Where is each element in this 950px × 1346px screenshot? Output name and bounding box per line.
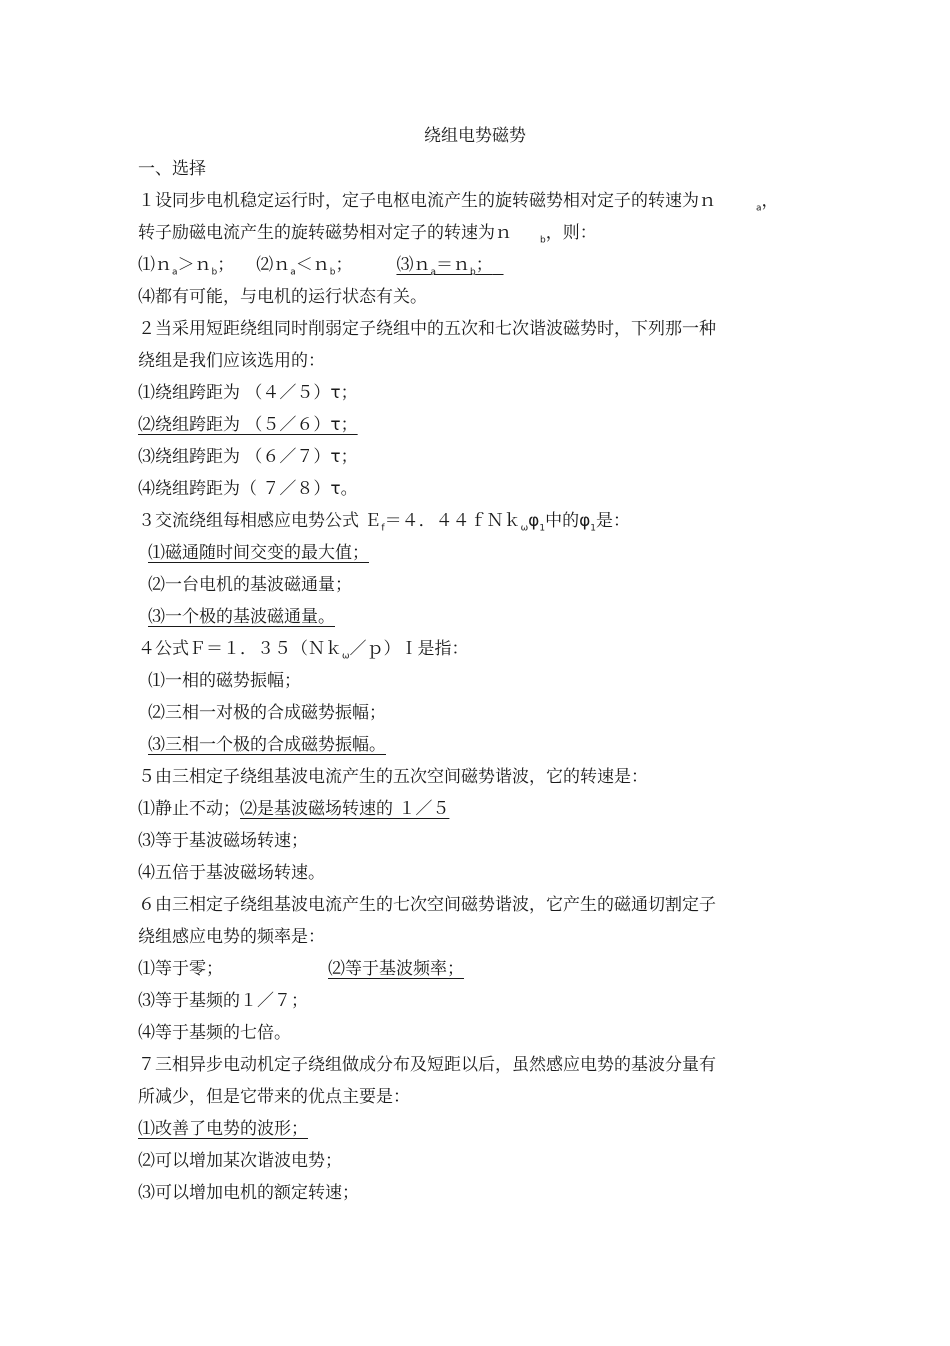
q2-option-1: ⑴绕组跨距为 （４／５）τ； <box>138 383 358 403</box>
q1-comma: ， <box>761 191 779 211</box>
document-title: 绕组电势磁势 <box>424 126 526 146</box>
q6-option-2-answer: ⑵等于基波频率； <box>328 959 464 979</box>
q2-line2: 绕组是我们应该选用的： <box>138 351 325 371</box>
q7-option-2: ⑵可以增加某次谐波电势； <box>138 1151 342 1171</box>
q1-option-1: ⑴ｎ$_a$＞ｎ$_b$； <box>138 255 235 278</box>
q1-options-row <box>138 253 504 277</box>
q4-option-2: ⑵三相一对极的合成磁势振幅； <box>148 703 386 723</box>
q1-line2 <box>138 221 597 245</box>
q5-options-row <box>138 797 449 821</box>
q7-option-1-answer: ⑴改善了电势的波形； <box>138 1119 308 1139</box>
q1-sub-a: a <box>756 203 762 214</box>
q5-line1: ５由三相定子绕组基波电流产生的五次空间磁势谐波，它的转速是： <box>138 767 648 787</box>
q2-option-3: ⑶绕组跨距为 （６／７）τ； <box>138 447 358 467</box>
q6-option-1: ⑴等于零； <box>138 959 223 979</box>
q5-option-1: ⑴静止不动； <box>138 799 240 819</box>
q1-sub-b: b <box>540 235 546 246</box>
section-heading: 一、选择 <box>138 159 206 179</box>
q1-option-3-answer: ⑶ｎ$_a$＝ｎ$_b$； <box>396 255 493 278</box>
q1-line1 <box>138 189 779 213</box>
q5-option-3: ⑶等于基波磁场转速； <box>138 831 308 851</box>
q6-line1: ６由三相定子绕组基波电流产生的七次空间磁势谐波，它产生的磁通切割定子 <box>138 895 716 915</box>
q4-line1: ４公式Ｆ＝１．３５（Ｎｋ$_\omega$／ｐ）Ｉ是指： <box>138 639 469 662</box>
q2-option-2-answer: ⑵绕组跨距为 （５／６）τ； <box>138 415 358 435</box>
q6-option-4: ⑷等于基频的七倍。 <box>138 1023 291 1043</box>
q7-line1: ７三相异步电动机定子绕组做成分布及短距以后，虽然感应电势的基波分量有 <box>138 1055 716 1075</box>
q1-option-4: ⑷都有可能，与电机的运行状态有关。 <box>138 287 427 307</box>
q6-option-3: ⑶等于基频的１／７； <box>138 991 308 1011</box>
q4-option-3-answer: ⑶三相一个极的合成磁势振幅。 <box>148 735 386 755</box>
q2-option-4: ⑷绕组跨距为（ ７／８）τ。 <box>138 479 358 499</box>
q3-option-1-answer: ⑴磁通随时间交变的最大值； <box>148 543 369 563</box>
q6-line2: 绕组感应电势的频率是： <box>138 927 325 947</box>
q5-option-4: ⑷五倍于基波磁场转速。 <box>138 863 325 883</box>
q3-line1: ３交流绕组每相感应电势公式 Ｅ$_f$＝４．$44fNk_\omega\varphi_1$中的$\varphi_1$是： <box>138 511 631 534</box>
q1-option-2: ⑵ｎ$_a$＜ｎ$_b$； <box>256 255 353 278</box>
q7-option-3: ⑶可以增加电机的额定转速； <box>138 1183 359 1203</box>
q4-option-1: ⑴一相的磁势振幅； <box>148 671 301 691</box>
q3-option-2: ⑵一台电机的基波磁通量； <box>148 575 352 595</box>
q1-text2: 转子励磁电流产生的旋转磁势相对定子的转速为ｎ <box>138 223 512 243</box>
q1-text1: １设同步电机稳定运行时，定子电枢电流产生的旋转磁势相对定子的转速为ｎ <box>138 191 716 211</box>
q5-option-2-answer: ⑵是基波磁场转速的 １／５ <box>240 799 450 819</box>
q2-line1: ２当采用短距绕组同时削弱定子绕组中的五次和七次谐波磁势时，下列那一种 <box>138 319 716 339</box>
q3-option-3-answer: ⑶一个极的基波磁通量。 <box>148 607 335 627</box>
q1-then: ，则： <box>545 223 597 243</box>
q7-line2: 所减少，但是它带来的优点主要是： <box>138 1087 410 1107</box>
